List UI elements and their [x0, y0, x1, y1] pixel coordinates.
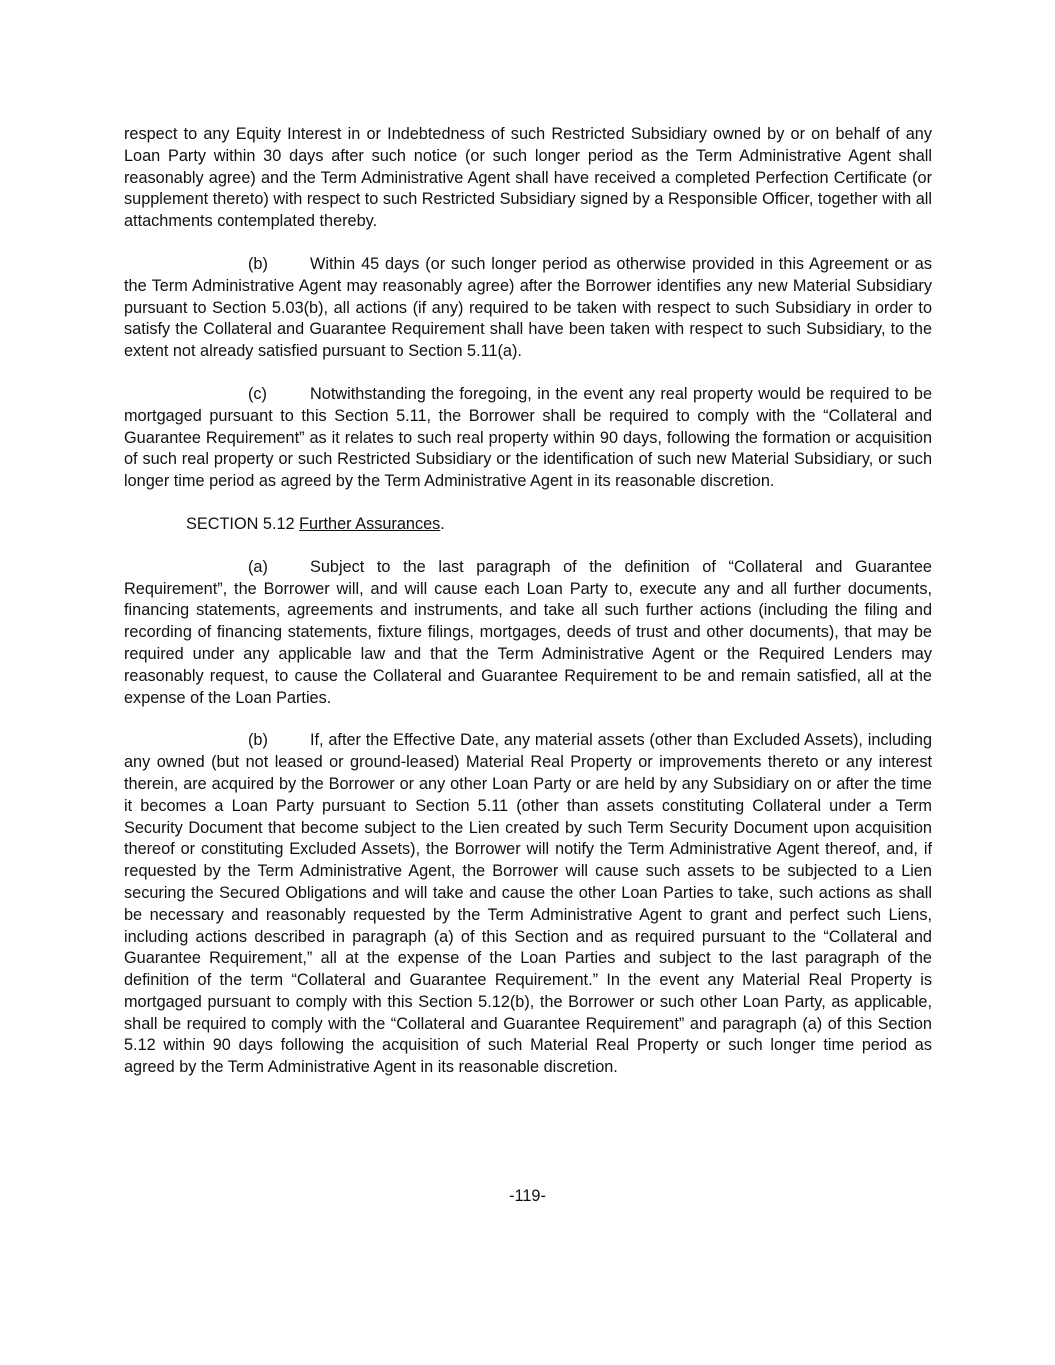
paragraph-label: (c): [248, 384, 267, 403]
paragraph-text: If, after the Effective Date, any material assets (other than Excluded Assets), including any owned (but not leased or ground-leased) Material Real Property or improvements thereto or any interest therein, are acquired by the Borrower or any other Loan Party or are held by any Subsidiary on or after the time it becomes a Loan Party pursuant to Section 5.11 (other than assets constituting Collateral under a Term Security Document that become subject to the Lien created by such Term Security Document upon acquisition thereof or constituting Excluded Assets), the Borrower will notify the Term Administrative Agent thereof, and, if requested by the Term Administrative Agent, the Borrower will cause such assets to be subjected to a Lien securing the Secured Obligations and will take and cause the other Loan Parties to take, such actions as shall be necessary and reasonably requested by the Term Administrative Agent to grant and perfect such Liens, including actions described in paragraph (a) of this Section and as required pursuant to the “Collateral and Guarantee Requirement,” all at the expense of the Loan Parties and subject to the last paragraph of the definition of the term “Collateral and Guarantee Requirement.” In the event any Material Real Property is mortgaged pursuant to comply with this Section 5.12(b), the Borrower or such other Loan Party, as applicable, shall be required to comply with the “Collateral and Guarantee Requirement” and paragraph (a) of this Section 5.12 within 90 days following the acquisition of such Material Real Property or such longer time period as agreed by the Term Administrative Agent in its reasonable discretion.: [124, 731, 932, 1077]
section-number: SECTION 5.12: [186, 514, 300, 533]
continued-paragraph: respect to any Equity Interest in or Indebtedness of such Restricted Subsidiary owned by or on behalf of any Loan Party within 30 days after such notice (or such longer period as the Term Administrative Agent shall reasonably agree) and the Term Administrative Agent shall have received a completed Perfection Certificate (or supplement thereto) with respect to such Restricted Subsidiary signed by a Responsible Officer, together with all attachments contemplated thereby.: [124, 125, 932, 231]
paragraph-label: (b): [248, 254, 268, 273]
paragraph-text: Within 45 days (or such longer period as otherwise provided in this Agreement or as the Term Administrative Agent may reasonably agree) after the Borrower identifies any new Material Subsidiary pursuant to Section 5.03(b), all actions (if any) required to be taken with respect to such Subsidiary in order to satisfy the Collateral and Guarantee Requirement shall have been taken with respect to such Subsidiary, to the extent not already satisfied pursuant to Section 5.11(a).: [124, 254, 932, 361]
section-heading-5-12: [186, 514, 932, 536]
paragraph-5-12-b: [124, 730, 932, 1079]
paragraph-text: Subject to the last paragraph of the definition of “Collateral and Guarantee Requirement”, the Borrower will, and will cause each Loan Party to, execute any and all further documents, financing statements, agreements and instruments, and take all such further actions (including the filing and recording of financing statements, fixture filings, mortgages, deeds of trust and other documents), that may be required under any applicable law and that the Term Administrative Agent or the Required Lenders may reasonably request, to cause the Collateral and Guarantee Requirement to be and remain satisfied, all at the expense of the Loan Parties.: [124, 557, 932, 707]
page-number: -119-: [509, 1187, 546, 1205]
paragraph-text: Notwithstanding the foregoing, in the event any real property would be required to be mortgaged pursuant to this Section 5.11, the Borrower shall be required to comply with the “Collateral and Guarantee Requirement” as it relates to such real property within 90 days, following the formation or acquisition of such real property or such Restricted Subsidiary or the identification of such new Material Subsidiary, or such longer time period as agreed by the Term Administrative Agent in its reasonable discretion.: [124, 384, 932, 491]
paragraph-label: (a): [248, 557, 268, 576]
section-title-suffix: .: [440, 514, 445, 533]
paragraph-5-11-b: [124, 254, 932, 363]
section-title: Further Assurances: [299, 514, 441, 533]
paragraph-5-11-c: [124, 384, 932, 493]
document-body: [124, 124, 932, 1100]
paragraph-label: (b): [248, 731, 268, 750]
paragraph-5-12-a: [124, 557, 932, 710]
